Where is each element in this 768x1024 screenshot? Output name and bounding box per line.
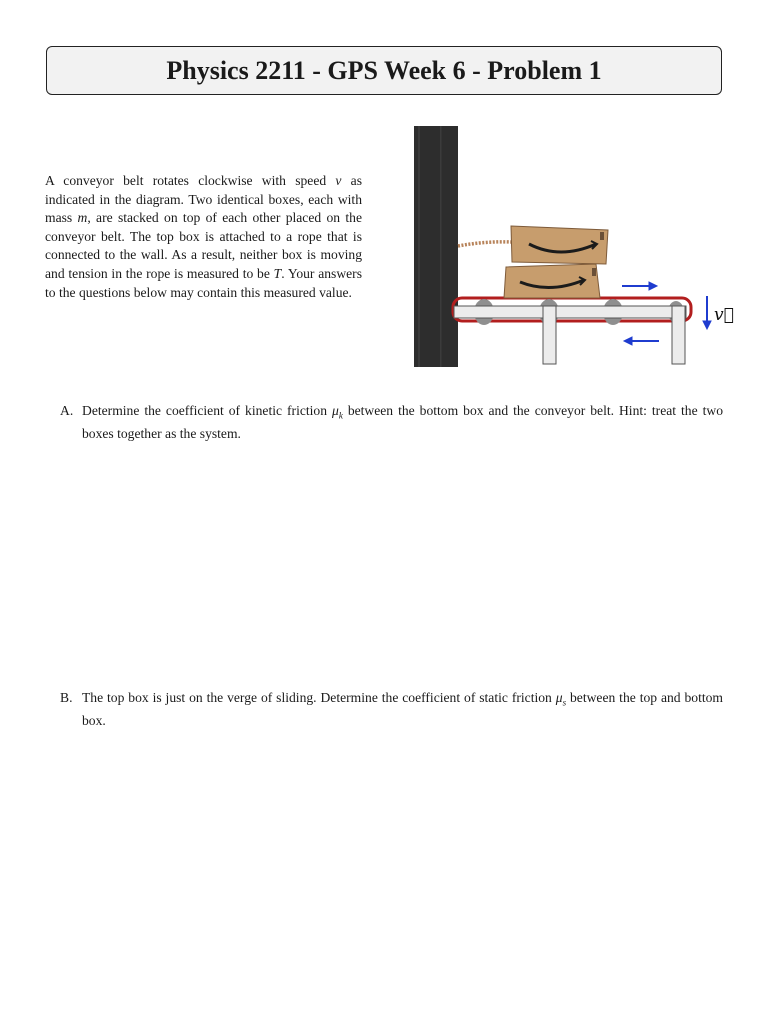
conveyor-frame	[454, 306, 686, 318]
intro-text-1: A conveyor belt rotates clockwise with speed	[45, 173, 336, 188]
velocity-label: v⃗	[714, 305, 734, 325]
intro-text-2: as indicated in the diagram. Two identical boxes, each with mass	[45, 173, 362, 226]
leg-left	[543, 306, 556, 364]
question-b-text: The top box is just on the verge of sliding. Determine the coefficient of static friction $\mu_s$ between the top and bottom box.	[82, 690, 724, 729]
var-T: T	[273, 265, 282, 281]
title-box	[46, 46, 722, 95]
question-b	[60, 689, 723, 731]
page-title: Physics 2211 - GPS Week 6 - Problem 1	[166, 55, 602, 85]
var-v: v	[335, 173, 342, 188]
bottom-box	[504, 264, 600, 298]
question-b-label: B.	[60, 690, 73, 705]
rope	[458, 242, 512, 246]
intro-text-4: . Your answers to the questions below may contain this measured value.	[45, 265, 363, 300]
question-a-text: Determine the coefficient of kinetic friction $\mu_k$ between the bottom box and the conveyor belt. Hint: treat the two boxes together as the system.	[82, 403, 723, 442]
conveyor-diagram	[410, 122, 740, 372]
question-a	[60, 402, 723, 444]
top-box	[511, 226, 608, 264]
wall	[414, 126, 458, 367]
var-m: m	[77, 210, 88, 226]
intro-text-3: , are stacked on top of each other placed on the conveyor belt. The top box is attached to a rope that is connected to the wall. As a result, neither box is moving and tension in the rope is measured to be	[45, 210, 362, 281]
problem-statement	[45, 172, 362, 302]
question-a-label: A.	[60, 403, 74, 418]
leg-right	[672, 306, 685, 364]
